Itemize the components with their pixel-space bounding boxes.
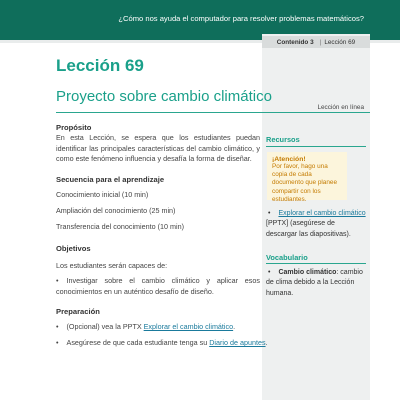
sequence-item-transfer: Transferencia del conocimiento (10 min)	[56, 222, 184, 231]
page-title: Proyecto sobre cambio climático	[56, 88, 272, 105]
bullet-icon: •	[268, 210, 271, 217]
prep-item-ppt	[56, 322, 235, 331]
preparation-heading: Preparación	[56, 307, 100, 316]
note-text: Por favor, hago una copia de cada documento que planee compartir con los estudiantes.	[272, 163, 338, 203]
explore-climate-link[interactable]: Explorar el cambio climático	[143, 322, 234, 331]
vocabulary-divider	[266, 263, 366, 264]
prep-item-text: (Opcional) vea la PPTX	[66, 322, 144, 331]
attention-note	[267, 152, 347, 203]
content-separator: |	[319, 38, 322, 46]
content-label: Contenido 3	[276, 38, 314, 46]
resources-heading: Recursos	[266, 135, 300, 144]
bullet-icon: •	[56, 322, 59, 331]
content-tab	[262, 36, 370, 48]
title-divider	[56, 112, 370, 113]
vocabulary-heading: Vocabulario	[266, 253, 308, 262]
resource-pptx-link[interactable]: Explorar el cambio climático	[278, 210, 366, 217]
objectives-intro: Los estudiantes serán capaces de:	[56, 261, 168, 270]
lesson-mode-label: Lección en línea	[317, 104, 364, 111]
bullet-icon: •	[56, 276, 59, 285]
sequence-heading: Secuencia para el aprendizaje	[56, 175, 165, 184]
prep-item-text: Asegúrese de que cada estudiante tenga su	[66, 338, 210, 347]
objectives-heading: Objetivos	[56, 244, 91, 253]
resource-suffix: [PPTX] (asegúrese de descargar las diapositivas).	[266, 220, 351, 238]
bullet-icon: •	[56, 338, 59, 347]
purpose-text: En esta Lección, se espera que los estudiantes puedan identificar las principales características del cambio climático, y como este fenómeno influencia y desafía la forma de diseñar.	[56, 133, 260, 163]
sequence-item-expansion: Ampliación del conocimiento (25 min)	[56, 206, 176, 215]
vocabulary-item	[266, 268, 366, 299]
prep-item-suffix: .	[265, 338, 268, 347]
objective-text: Investigar sobre el cambio climático y aplicar esos conocimientos en un auténtico desafío de diseño.	[56, 276, 260, 296]
sequence-item-initial: Conocimiento inicial (10 min)	[56, 190, 149, 199]
notes-journal-link[interactable]: Diario de apuntes	[209, 338, 266, 347]
lesson-number: Lección 69	[56, 56, 144, 75]
purpose-heading: Propósito	[56, 123, 92, 132]
resources-divider	[266, 146, 366, 147]
prep-item-journal	[56, 338, 268, 347]
banner-title: ¿Cómo nos ayuda el computador para resolver problemas matemáticos?	[118, 14, 364, 23]
resource-item	[266, 209, 366, 240]
lesson-label: Lección 69	[324, 38, 356, 46]
bullet-icon: •	[268, 269, 271, 276]
vocab-term: Cambio climático	[278, 269, 337, 276]
vocab-definition: : cambio de clima debido a la Lección humana.	[266, 269, 363, 297]
prep-item-suffix: .	[233, 322, 236, 331]
note-title: ¡Atención!	[272, 156, 306, 163]
objective-item	[56, 276, 260, 297]
